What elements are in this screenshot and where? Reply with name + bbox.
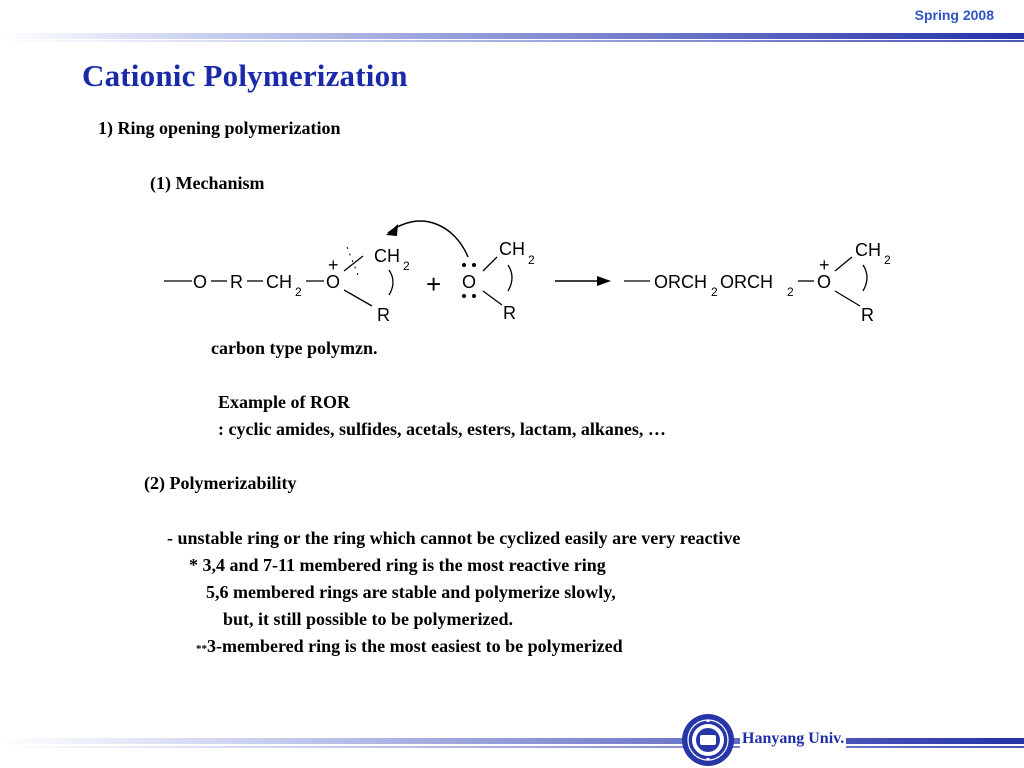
- ring-arc: [508, 265, 512, 291]
- university-logo-icon: [681, 713, 735, 767]
- example-heading: Example of ROR: [218, 392, 350, 412]
- atom-o: O: [462, 272, 477, 292]
- bullet-marker: **: [196, 643, 207, 655]
- subscript: 2: [295, 285, 302, 299]
- atom-o: O: [326, 272, 341, 292]
- term-label: Spring 2008: [914, 7, 994, 23]
- subscript: 2: [403, 259, 410, 273]
- bond: [483, 257, 497, 271]
- subscript: 2: [884, 253, 891, 267]
- bond: [344, 256, 363, 271]
- section-heading: 1) Ring opening polymerization: [98, 118, 341, 138]
- ring-arc: [389, 270, 393, 295]
- bullet-text: but, it still possible to be polymerized.: [223, 609, 514, 629]
- arrow-head: [386, 224, 398, 236]
- footer-rule-thin: [0, 746, 1024, 748]
- reaction-scheme: [150, 205, 910, 335]
- subscript: 2: [711, 285, 718, 299]
- product-text: ORCH: [720, 272, 773, 292]
- group-ch: CH: [855, 240, 881, 260]
- group-ch: CH: [266, 272, 292, 292]
- footer-rule: [0, 738, 1024, 744]
- subscript: 2: [528, 253, 535, 267]
- note-text: carbon type polymzn.: [211, 338, 378, 358]
- bond: [483, 291, 502, 305]
- header-rule-thin: [0, 40, 1024, 42]
- atom-o: O: [193, 272, 208, 292]
- lone-pair: [472, 294, 476, 298]
- header-rule: [0, 33, 1024, 39]
- lone-pair: [462, 263, 466, 267]
- example-list: : cyclic amides, sulfides, acetals, esters, lactam, alkanes, …: [218, 419, 666, 439]
- bullet-text: * 3,4 and 7-11 membered ring is the most reactive ring: [189, 555, 606, 575]
- bond: [835, 291, 860, 306]
- bond: [835, 257, 852, 271]
- atom-r: R: [861, 305, 874, 325]
- subscript: 2: [787, 285, 794, 299]
- atom-r: R: [503, 303, 516, 323]
- plus-sign: +: [426, 269, 442, 299]
- subsection-heading: (1) Mechanism: [150, 173, 265, 193]
- product-text: ORCH: [654, 272, 707, 292]
- arrow-head: [597, 276, 611, 286]
- group-ch: CH: [374, 246, 400, 266]
- atom-o: O: [817, 272, 832, 292]
- bullet-text: - unstable ring or the ring which cannot be cyclized easily are very reactive: [167, 528, 741, 548]
- slide-title: Cationic Polymerization: [82, 58, 408, 93]
- bullet-text: [196, 636, 623, 657]
- university-name: Hanyang Univ.: [742, 730, 845, 747]
- charge: +: [819, 255, 830, 275]
- group-ch: CH: [499, 239, 525, 259]
- bullet-body: 3-membered ring is the most easiest to be polymerized: [207, 636, 623, 656]
- curved-arrow: [388, 221, 468, 257]
- charge: +: [328, 255, 339, 275]
- atom-r: R: [230, 272, 243, 292]
- lone-pair: [462, 294, 466, 298]
- atom-r: R: [377, 305, 390, 325]
- bullet-text: 5,6 membered rings are stable and polymerize slowly,: [206, 582, 616, 602]
- lone-pair: [472, 263, 476, 267]
- ring-arc: [863, 265, 867, 291]
- subsection-heading: (2) Polymerizability: [144, 473, 297, 493]
- bond: [344, 290, 372, 306]
